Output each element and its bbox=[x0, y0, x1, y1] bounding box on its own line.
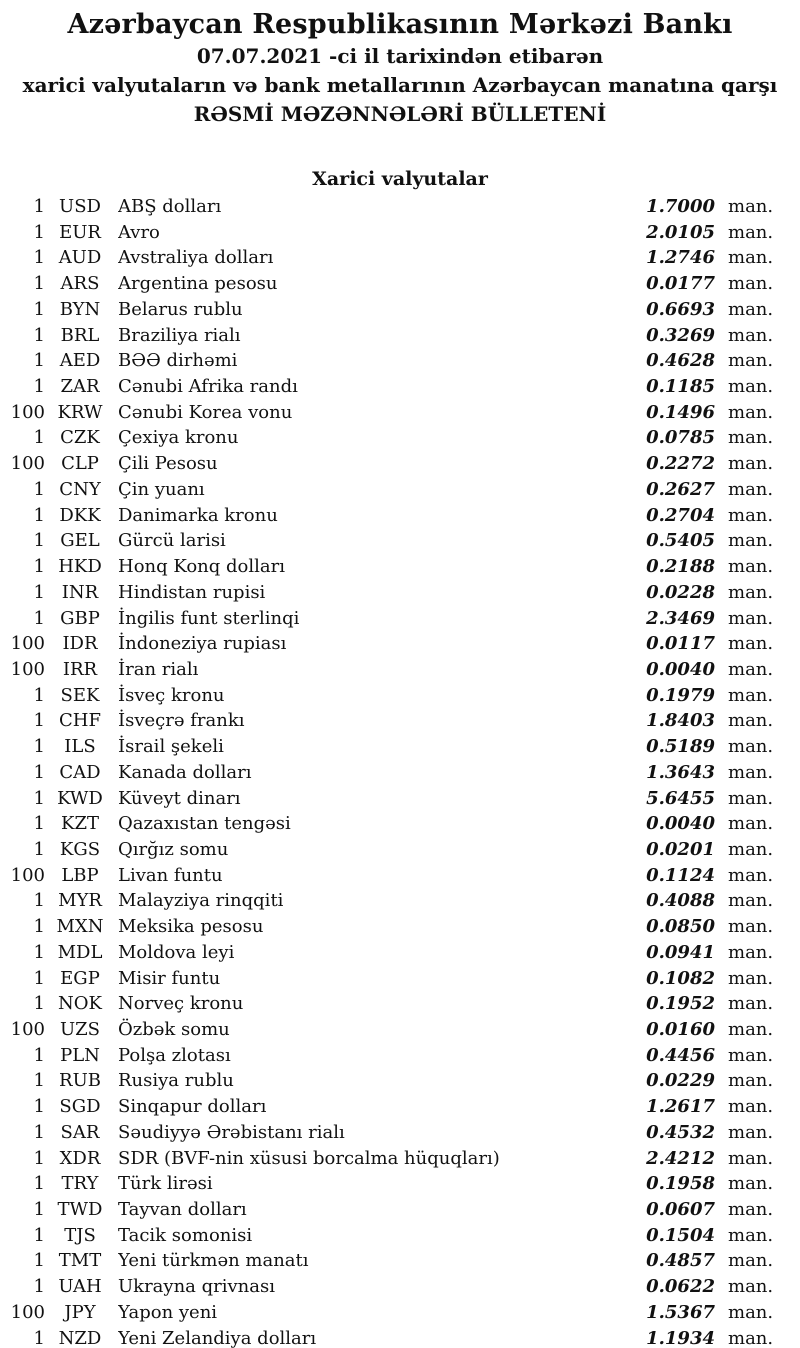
currency-name: Yeni Zelandiya dolları bbox=[118, 1327, 317, 1348]
currency-name: Argentina pesosu bbox=[118, 273, 278, 295]
rate-value: 0.1952 bbox=[646, 993, 715, 1015]
rate-value: 2.4212 bbox=[646, 1147, 715, 1169]
quantity-value: 1 bbox=[33, 1327, 45, 1348]
currency-name: Malayziya rinqqiti bbox=[118, 890, 284, 912]
unit-label: man. bbox=[728, 427, 774, 449]
currency-name: Hindistan rupisi bbox=[118, 581, 266, 603]
quantity-value: 1 bbox=[33, 967, 45, 989]
unit-label: man. bbox=[728, 196, 774, 217]
currency-name: Çili Pesosu bbox=[118, 453, 218, 475]
subtitle-line: xarici valyutaların və bank metallarının Azərbaycan manatına qarşı bbox=[22, 73, 778, 97]
quantity-value: 1 bbox=[33, 196, 45, 217]
page-title: Azərbaycan Respublikasının Mərkəzi Bankı bbox=[67, 9, 733, 40]
unit-label: man. bbox=[728, 1070, 774, 1092]
table-row bbox=[0, 1248, 800, 1274]
quantity-value: 1 bbox=[33, 761, 45, 783]
unit-label: man. bbox=[728, 504, 774, 526]
table-row bbox=[0, 1146, 800, 1172]
table-row bbox=[0, 1197, 800, 1223]
unit-label: man. bbox=[728, 633, 774, 655]
currency-code: ARS bbox=[60, 273, 100, 295]
table-row bbox=[0, 863, 800, 889]
effective-date-line: 07.07.2021 -ci il tarixindən etibarən bbox=[196, 44, 604, 68]
rate-value: 0.0607 bbox=[646, 1199, 715, 1221]
unit-label: man. bbox=[728, 1276, 774, 1298]
unit-label: man. bbox=[728, 350, 774, 372]
quantity-value: 1 bbox=[33, 813, 45, 835]
rate-value: 1.7000 bbox=[646, 196, 715, 217]
rate-value: 5.6455 bbox=[646, 787, 715, 809]
quantity-value: 1 bbox=[33, 376, 45, 398]
unit-label: man. bbox=[728, 1327, 774, 1348]
currency-code: ZAR bbox=[60, 376, 100, 398]
table-row bbox=[0, 1094, 800, 1120]
rate-value: 0.0228 bbox=[646, 581, 715, 603]
table-row bbox=[0, 606, 800, 632]
quantity-value: 1 bbox=[33, 1070, 45, 1092]
currency-name: Çin yuanı bbox=[118, 478, 205, 500]
quantity-value: 1 bbox=[33, 273, 45, 295]
currency-code: CNY bbox=[59, 478, 101, 500]
currency-name: SDR (BVF-nin xüsusi borcalma hüquqları) bbox=[118, 1147, 500, 1169]
currency-code: GBP bbox=[60, 607, 100, 629]
table-row bbox=[0, 888, 800, 914]
currency-code: AED bbox=[59, 350, 101, 372]
rate-value: 0.1496 bbox=[646, 401, 715, 423]
currency-code: CLP bbox=[61, 453, 99, 475]
rate-value: 0.4532 bbox=[646, 1121, 715, 1143]
currency-code: MDL bbox=[57, 941, 103, 963]
table-row bbox=[0, 1043, 800, 1069]
rate-value: 0.2704 bbox=[646, 504, 715, 526]
rate-value: 0.4628 bbox=[646, 350, 715, 372]
table-row bbox=[0, 580, 800, 606]
quantity-value: 1 bbox=[33, 736, 45, 758]
table-row bbox=[0, 1120, 800, 1146]
unit-label: man. bbox=[728, 658, 774, 680]
quantity-value: 100 bbox=[10, 1019, 45, 1040]
currency-name: Çexiya kronu bbox=[118, 427, 239, 449]
currency-code: RUB bbox=[59, 1070, 101, 1092]
currency-name: ABŞ dolları bbox=[118, 196, 222, 217]
currency-code: CHF bbox=[59, 710, 101, 732]
table-row bbox=[0, 194, 800, 220]
rate-value: 0.0941 bbox=[646, 941, 715, 963]
rate-value: 2.3469 bbox=[646, 607, 715, 629]
table-row bbox=[0, 1326, 800, 1348]
currency-name: Danimarka kronu bbox=[118, 504, 278, 526]
unit-label: man. bbox=[728, 1121, 774, 1143]
table-row bbox=[0, 811, 800, 837]
quantity-value: 1 bbox=[33, 221, 45, 243]
currency-code: DKK bbox=[59, 504, 101, 526]
rate-value: 0.2272 bbox=[646, 453, 715, 475]
currency-code: LBP bbox=[61, 864, 99, 886]
table-row bbox=[0, 1171, 800, 1197]
unit-label: man. bbox=[728, 1199, 774, 1221]
quantity-value: 1 bbox=[33, 478, 45, 500]
currency-code: EGP bbox=[60, 967, 100, 989]
unit-label: man. bbox=[728, 1173, 774, 1195]
unit-label: man. bbox=[728, 556, 774, 578]
currency-code: SAR bbox=[60, 1121, 100, 1143]
table-row bbox=[0, 245, 800, 271]
table-row bbox=[0, 837, 800, 863]
table-row bbox=[0, 528, 800, 554]
rate-value: 0.2627 bbox=[646, 478, 715, 500]
currency-name: Braziliya rialı bbox=[118, 324, 241, 346]
table-row bbox=[0, 734, 800, 760]
table-row bbox=[0, 683, 800, 709]
rate-value: 0.0785 bbox=[646, 427, 715, 449]
rate-value: 1.5367 bbox=[646, 1301, 715, 1323]
table-row bbox=[0, 940, 800, 966]
quantity-value: 1 bbox=[33, 941, 45, 963]
rate-value: 0.6693 bbox=[646, 298, 715, 320]
currency-name: Qazaxıstan tengəsi bbox=[118, 813, 291, 835]
currency-name: İsveç kronu bbox=[118, 684, 225, 706]
section-title: Xarici valyutalar bbox=[312, 168, 488, 190]
currency-name: Yapon yeni bbox=[118, 1301, 218, 1323]
unit-label: man. bbox=[728, 813, 774, 835]
quantity-value: 100 bbox=[10, 633, 45, 655]
table-row bbox=[0, 374, 800, 400]
rate-value: 0.0622 bbox=[646, 1276, 715, 1298]
quantity-value: 1 bbox=[33, 1044, 45, 1066]
rate-value: 0.1082 bbox=[646, 967, 715, 989]
quantity-value: 1 bbox=[33, 504, 45, 526]
currency-code: SGD bbox=[59, 1096, 101, 1118]
bulletin-title-line: RƏSMİ MƏZƏNNƏLƏRİ BÜLLETENİ bbox=[193, 102, 607, 126]
currency-name: İngilis funt sterlinqi bbox=[118, 607, 300, 629]
quantity-value: 1 bbox=[33, 684, 45, 706]
rate-value: 0.0160 bbox=[646, 1019, 715, 1040]
currency-name: Misir funtu bbox=[118, 967, 221, 989]
rate-value: 0.1958 bbox=[646, 1173, 715, 1195]
quantity-value: 1 bbox=[33, 1147, 45, 1169]
currency-code: EUR bbox=[59, 221, 101, 243]
currency-name: İsveçrə frankı bbox=[118, 710, 245, 732]
currency-name: Rusiya rublu bbox=[118, 1070, 234, 1092]
unit-label: man. bbox=[728, 941, 774, 963]
rate-value: 0.0177 bbox=[646, 273, 715, 295]
currency-code: PLN bbox=[60, 1044, 100, 1066]
quantity-value: 1 bbox=[33, 787, 45, 809]
rates-table bbox=[0, 194, 800, 1348]
rate-value: 0.1504 bbox=[646, 1224, 715, 1246]
currency-name: Cənubi Korea vonu bbox=[118, 401, 293, 423]
currency-name: Cənubi Afrika randı bbox=[118, 376, 298, 398]
currency-code: NOK bbox=[58, 993, 102, 1015]
table-row bbox=[0, 966, 800, 992]
rate-value: 0.2188 bbox=[646, 556, 715, 578]
rate-value: 0.3269 bbox=[646, 324, 715, 346]
table-row bbox=[0, 220, 800, 246]
unit-label: man. bbox=[728, 890, 774, 912]
unit-label: man. bbox=[728, 1044, 774, 1066]
unit-label: man. bbox=[728, 684, 774, 706]
quantity-value: 1 bbox=[33, 838, 45, 860]
currency-code: AUD bbox=[58, 247, 102, 269]
table-row bbox=[0, 991, 800, 1017]
table-row bbox=[0, 1017, 800, 1043]
currency-code: MYR bbox=[58, 890, 102, 912]
currency-code: IRR bbox=[62, 658, 98, 680]
unit-label: man. bbox=[728, 838, 774, 860]
unit-label: man. bbox=[728, 247, 774, 269]
table-row bbox=[0, 451, 800, 477]
currency-code: KGS bbox=[59, 838, 101, 860]
currency-code: TJS bbox=[64, 1224, 96, 1246]
currency-name: Tayvan dolları bbox=[118, 1199, 247, 1221]
currency-name: Kanada dolları bbox=[118, 761, 252, 783]
currency-name: İsrail şekeli bbox=[118, 736, 224, 758]
currency-code: MXN bbox=[56, 916, 104, 938]
unit-label: man. bbox=[728, 736, 774, 758]
table-row bbox=[0, 657, 800, 683]
currency-name: Yeni türkmən manatı bbox=[118, 1250, 309, 1272]
currency-name: Avstraliya dolları bbox=[118, 247, 274, 269]
table-row bbox=[0, 1223, 800, 1249]
currency-code: GEL bbox=[60, 530, 100, 552]
table-row bbox=[0, 1300, 800, 1326]
quantity-value: 1 bbox=[33, 427, 45, 449]
currency-name: Türk lirəsi bbox=[118, 1173, 213, 1195]
quantity-value: 100 bbox=[10, 864, 45, 886]
unit-label: man. bbox=[728, 221, 774, 243]
currency-code: TRY bbox=[61, 1173, 99, 1195]
rate-value: 0.1124 bbox=[646, 864, 715, 886]
currency-name: Səudiyyə Ərəbistanı rialı bbox=[118, 1121, 345, 1143]
quantity-value: 100 bbox=[10, 658, 45, 680]
unit-label: man. bbox=[728, 1301, 774, 1323]
table-row bbox=[0, 348, 800, 374]
table-row bbox=[0, 323, 800, 349]
unit-label: man. bbox=[728, 453, 774, 475]
currency-code: TWD bbox=[57, 1199, 103, 1221]
currency-code: JPY bbox=[64, 1301, 96, 1323]
quantity-value: 1 bbox=[33, 556, 45, 578]
quantity-value: 1 bbox=[33, 993, 45, 1015]
rate-value: 0.0040 bbox=[646, 658, 715, 680]
table-row bbox=[0, 554, 800, 580]
table-row bbox=[0, 708, 800, 734]
currency-code: KRW bbox=[57, 401, 103, 423]
quantity-value: 1 bbox=[33, 1173, 45, 1195]
quantity-value: 1 bbox=[33, 324, 45, 346]
currency-code: XDR bbox=[59, 1147, 101, 1169]
quantity-value: 1 bbox=[33, 890, 45, 912]
table-row bbox=[0, 425, 800, 451]
rate-value: 0.1185 bbox=[646, 376, 715, 398]
rate-value: 0.0040 bbox=[646, 813, 715, 835]
unit-label: man. bbox=[728, 864, 774, 886]
currency-name: Norveç kronu bbox=[118, 993, 244, 1015]
quantity-value: 100 bbox=[10, 1301, 45, 1323]
rate-value: 0.1979 bbox=[646, 684, 715, 706]
currency-name: Meksika pesosu bbox=[118, 916, 264, 938]
currency-name: Sinqapur dolları bbox=[118, 1096, 267, 1118]
table-row bbox=[0, 631, 800, 657]
currency-name: Polşa zlotası bbox=[118, 1044, 231, 1066]
quantity-value: 1 bbox=[33, 1250, 45, 1272]
unit-label: man. bbox=[728, 581, 774, 603]
rate-value: 0.0229 bbox=[646, 1070, 715, 1092]
unit-label: man. bbox=[728, 401, 774, 423]
rate-value: 2.0105 bbox=[646, 221, 715, 243]
unit-label: man. bbox=[728, 1096, 774, 1118]
quantity-value: 1 bbox=[33, 1276, 45, 1298]
table-row bbox=[0, 400, 800, 426]
rate-value: 0.0850 bbox=[646, 916, 715, 938]
currency-code: SEK bbox=[60, 684, 100, 706]
quantity-value: 1 bbox=[33, 247, 45, 269]
rate-value: 0.5405 bbox=[646, 530, 715, 552]
rate-value: 0.4456 bbox=[646, 1044, 715, 1066]
table-row bbox=[0, 1068, 800, 1094]
unit-label: man. bbox=[728, 1147, 774, 1169]
currency-name: BƏƏ dirhəmi bbox=[118, 350, 238, 372]
currency-name: Belarus rublu bbox=[118, 298, 243, 320]
quantity-value: 1 bbox=[33, 530, 45, 552]
currency-code: INR bbox=[61, 581, 99, 603]
unit-label: man. bbox=[728, 1019, 774, 1040]
currency-name: Küveyt dinarı bbox=[118, 787, 241, 809]
quantity-value: 1 bbox=[33, 298, 45, 320]
currency-code: HKD bbox=[58, 556, 102, 578]
rate-value: 1.3643 bbox=[646, 761, 715, 783]
currency-name: Moldova leyi bbox=[118, 941, 235, 963]
currency-code: UZS bbox=[59, 1019, 100, 1040]
table-row bbox=[0, 1274, 800, 1300]
unit-label: man. bbox=[728, 916, 774, 938]
currency-code: UAH bbox=[58, 1276, 102, 1298]
table-row bbox=[0, 503, 800, 529]
table-row bbox=[0, 297, 800, 323]
rate-value: 1.1934 bbox=[646, 1327, 715, 1348]
currency-code: BYN bbox=[59, 298, 101, 320]
currency-code: CZK bbox=[60, 427, 100, 449]
unit-label: man. bbox=[728, 273, 774, 295]
table-row bbox=[0, 914, 800, 940]
unit-label: man. bbox=[728, 607, 774, 629]
currency-name: Avro bbox=[118, 221, 160, 243]
currency-name: Tacik somonisi bbox=[118, 1224, 253, 1246]
rate-value: 0.0201 bbox=[646, 838, 715, 860]
quantity-value: 1 bbox=[33, 350, 45, 372]
currency-code: IDR bbox=[62, 633, 98, 655]
currency-code: CAD bbox=[59, 761, 101, 783]
quantity-value: 100 bbox=[10, 401, 45, 423]
currency-code: TMT bbox=[58, 1250, 102, 1272]
currency-code: BRL bbox=[60, 324, 100, 346]
unit-label: man. bbox=[728, 324, 774, 346]
unit-label: man. bbox=[728, 967, 774, 989]
quantity-value: 1 bbox=[33, 1096, 45, 1118]
currency-code: KWD bbox=[57, 787, 103, 809]
table-row bbox=[0, 786, 800, 812]
currency-name: Honq Konq dolları bbox=[118, 556, 285, 578]
table-row bbox=[0, 760, 800, 786]
quantity-value: 1 bbox=[33, 607, 45, 629]
currency-name: İran rialı bbox=[118, 658, 199, 680]
currency-name: Gürcü larisi bbox=[118, 530, 226, 552]
quantity-value: 100 bbox=[10, 453, 45, 475]
quantity-value: 1 bbox=[33, 1121, 45, 1143]
currency-name: Özbək somu bbox=[118, 1019, 230, 1040]
table-row bbox=[0, 477, 800, 503]
rate-value: 0.4088 bbox=[646, 890, 715, 912]
unit-label: man. bbox=[728, 1250, 774, 1272]
currency-code: KZT bbox=[61, 813, 99, 835]
currency-name: İndoneziya rupiası bbox=[118, 633, 287, 655]
unit-label: man. bbox=[728, 376, 774, 398]
quantity-value: 1 bbox=[33, 916, 45, 938]
quantity-value: 1 bbox=[33, 1224, 45, 1246]
quantity-value: 1 bbox=[33, 581, 45, 603]
unit-label: man. bbox=[728, 530, 774, 552]
rate-value: 0.5189 bbox=[646, 736, 715, 758]
unit-label: man. bbox=[728, 710, 774, 732]
currency-code: NZD bbox=[58, 1327, 102, 1348]
currency-code: ILS bbox=[64, 736, 96, 758]
rate-value: 1.2617 bbox=[646, 1096, 715, 1118]
table-row bbox=[0, 271, 800, 297]
rate-value: 1.2746 bbox=[646, 247, 715, 269]
quantity-value: 1 bbox=[33, 1199, 45, 1221]
rate-value: 0.4857 bbox=[646, 1250, 715, 1272]
currency-name: Livan funtu bbox=[118, 864, 223, 886]
bulletin-header bbox=[0, 8, 800, 129]
unit-label: man. bbox=[728, 1224, 774, 1246]
rate-value: 0.0117 bbox=[646, 633, 715, 655]
currency-code: USD bbox=[59, 196, 101, 217]
currency-name: Qırğız somu bbox=[118, 838, 229, 860]
unit-label: man. bbox=[728, 993, 774, 1015]
unit-label: man. bbox=[728, 478, 774, 500]
rate-value: 1.8403 bbox=[646, 710, 715, 732]
unit-label: man. bbox=[728, 787, 774, 809]
unit-label: man. bbox=[728, 761, 774, 783]
currency-name: Ukrayna qrivnası bbox=[118, 1276, 275, 1298]
unit-label: man. bbox=[728, 298, 774, 320]
quantity-value: 1 bbox=[33, 710, 45, 732]
